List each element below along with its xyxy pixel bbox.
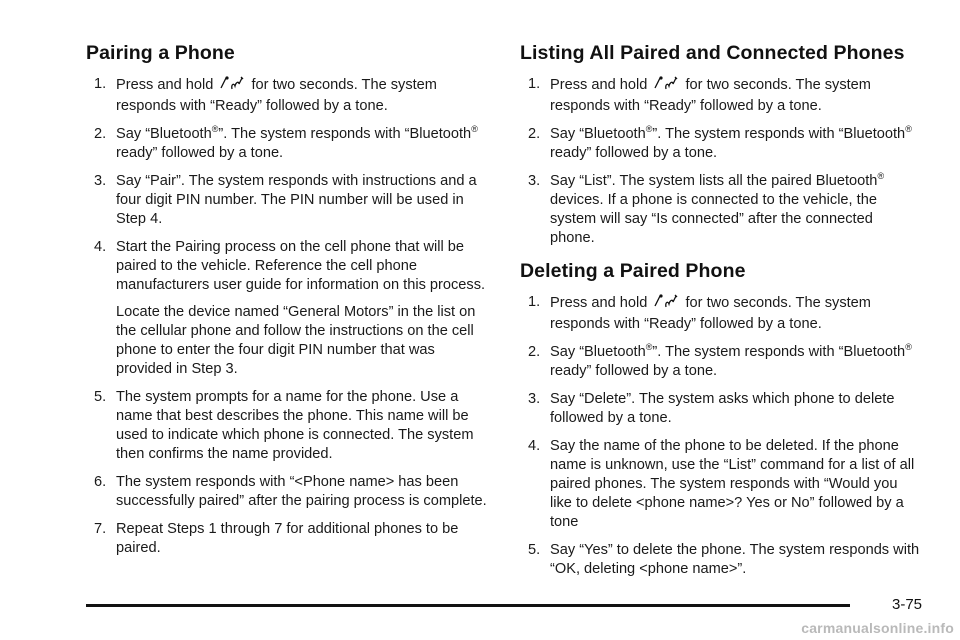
right-column <box>520 42 920 588</box>
footer-rule <box>86 604 850 607</box>
list-item: 5. The system prompts for a name for the phone. Use a name that best describes the phone. This name will be used to indicate which phone is connected. The system then confirms the name provided. <box>94 389 474 462</box>
list-item: 3. Say “Delete”. The system asks which phone to delete followed by a tone. <box>528 391 895 426</box>
registered-mark: ® <box>905 342 912 352</box>
registered-mark: ® <box>877 171 885 181</box>
list-item: 4. Start the Pairing process on the cell phone that will be paired to the vehicle. Reference the cell phone manufacturers user guide for information on this process. <box>94 239 486 293</box>
list-item: 2. Say “Bluetooth®”. The system responds with “Bluetooth® ready” followed by a tone. <box>94 124 478 161</box>
left-column <box>86 42 490 567</box>
section-heading-listing: Listing All Paired and Connected Phones <box>520 42 905 64</box>
registered-mark: ® <box>645 124 653 134</box>
list-item: 4. Say the name of the phone to be deleted. If the phone name is unknown, use the “List” command for a list of all paired phones. The system responds with “Would you like to delete <phone name>? Yes or No” followed by a tone <box>528 438 915 530</box>
registered-mark: ® <box>471 124 478 134</box>
section-heading-deleting: Deleting a Paired Phone <box>520 260 746 282</box>
registered-mark: ® <box>645 342 653 352</box>
list-item: 7. Repeat Steps 1 through 7 for additional phones to be paired. <box>94 521 459 556</box>
list-item: 6. The system responds with “<Phone name> has been successfully paired” after the pairing process is complete. <box>94 474 487 509</box>
list-item: 5. Say “Yes” to delete the phone. The system responds with “OK, deleting <phone name>”. <box>528 542 920 577</box>
watermark: carmanualsonline.info <box>801 620 954 636</box>
pairing-steps-continued <box>86 388 490 558</box>
registered-mark: ® <box>905 124 912 134</box>
list-item: 1. Press and hold for two seconds. The system responds with “Ready” followed by a tone. <box>528 294 871 332</box>
list-item: 2. Say “Bluetooth®”. The system responds with “Bluetooth® ready” followed by a tone. <box>528 124 912 161</box>
list-item: 2. Say “Bluetooth®”. The system responds with “Bluetooth® ready” followed by a tone. <box>528 342 912 379</box>
pairing-note: Locate the device named “General Motors” in the list on the cellular phone and follow the instructions on the cell phone to enter the four digit PIN number that was provided in Step 3. <box>116 304 476 377</box>
listing-steps <box>520 75 920 248</box>
list-item: 1. Press and hold for two seconds. The system responds with “Ready” followed by a tone. <box>528 76 871 114</box>
list-item: 3. Say “Pair”. The system responds with instructions and a four digit PIN number. The PIN number will be used in Step 4. <box>94 173 477 227</box>
registered-mark: ® <box>211 124 219 134</box>
push-to-talk-icon <box>653 75 679 97</box>
push-to-talk-icon <box>653 293 679 315</box>
section-heading-pairing: Pairing a Phone <box>86 42 235 64</box>
page-number: 3-75 <box>892 596 923 613</box>
push-to-talk-icon <box>219 75 245 97</box>
list-item: 3. Say “List”. The system lists all the paired Bluetooth® devices. If a phone is connected to the vehicle, the system will say “Is connected” after the connected phone. <box>528 171 885 246</box>
deleting-steps <box>520 293 920 579</box>
list-item: 1. Press and hold for two seconds. The system responds with “Ready” followed by a tone. <box>94 76 437 114</box>
pairing-steps <box>86 75 490 295</box>
